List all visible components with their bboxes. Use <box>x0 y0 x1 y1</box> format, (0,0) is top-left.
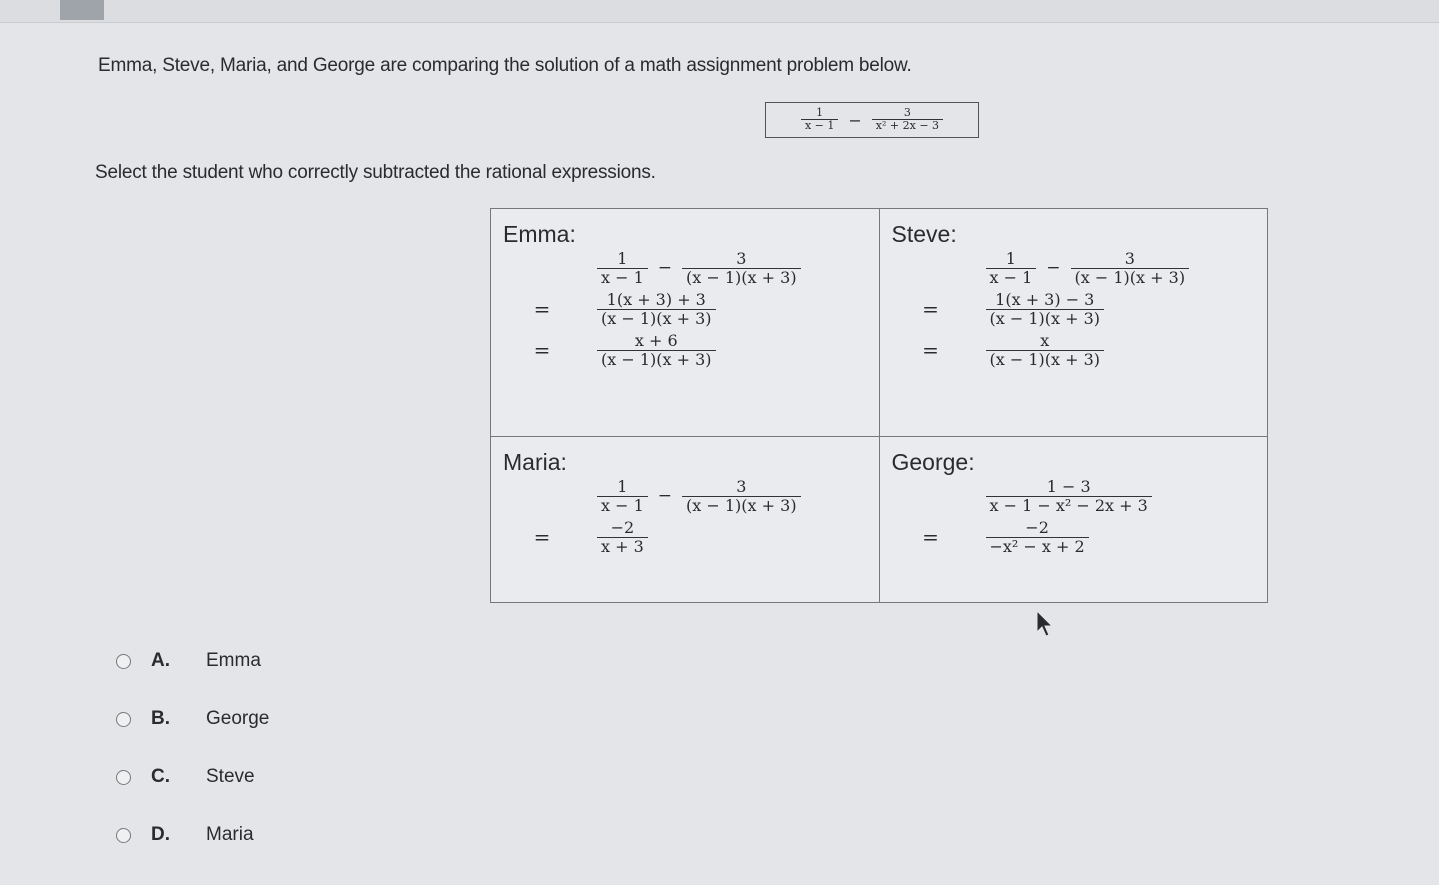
fraction-numerator: 3 <box>903 106 911 120</box>
choice-c[interactable] <box>116 748 269 806</box>
work-step <box>491 332 879 369</box>
minus-operator: − <box>657 486 673 507</box>
equals-sign: = <box>922 525 939 550</box>
fraction-numerator: x <box>1040 330 1050 350</box>
fraction-denominator: (x − 1)(x + 3) <box>597 350 716 369</box>
choice-text: Steve <box>206 766 255 787</box>
choice-a[interactable] <box>116 632 269 690</box>
fraction-denominator: x − 1 <box>801 119 838 133</box>
fraction-denominator: x − 1 <box>986 268 1037 287</box>
choice-letter: A. <box>151 650 170 671</box>
radio-button[interactable] <box>116 828 131 843</box>
fraction-denominator: −x² − x + 2 <box>986 537 1089 556</box>
choice-letter: C. <box>151 766 170 787</box>
work-step <box>880 332 1268 369</box>
work-step <box>491 291 879 328</box>
choice-letter: D. <box>151 824 170 845</box>
fraction-numerator: 3 <box>736 249 747 268</box>
answer-choices <box>116 632 269 864</box>
radio-button[interactable] <box>116 654 131 669</box>
fraction-denominator: x² + 2x − 3 <box>872 119 943 133</box>
instruction-text: Select the student who correctly subtracted the rational expressions. <box>95 162 656 183</box>
choice-b[interactable] <box>116 690 269 748</box>
fraction-denominator: x + 3 <box>597 537 648 556</box>
student-work-table <box>490 208 1268 603</box>
fraction-numerator: 3 <box>736 477 747 496</box>
choice-d[interactable] <box>116 806 269 864</box>
emma-cell <box>491 209 880 437</box>
student-name: George: <box>891 449 975 475</box>
fraction-numerator: 1(x + 3) + 3 <box>606 289 706 309</box>
choice-text: Emma <box>206 650 261 671</box>
fraction-denominator: x − 1 <box>597 268 648 287</box>
problem-expression <box>765 102 979 138</box>
fraction-numerator: −2 <box>610 517 635 537</box>
steve-cell <box>879 209 1268 437</box>
choice-letter: B. <box>151 708 170 729</box>
fraction-numerator: 1 <box>617 477 628 496</box>
fraction-denominator: (x − 1)(x + 3) <box>986 309 1105 328</box>
student-name: Maria: <box>503 449 567 475</box>
radio-button[interactable] <box>116 770 131 785</box>
fraction-numerator: 3 <box>1124 249 1135 268</box>
fraction-denominator: x − 1 − x² − 2x + 3 <box>986 496 1152 515</box>
equals-sign: = <box>533 338 551 363</box>
student-name: Steve: <box>891 221 957 247</box>
work-step <box>880 478 1268 515</box>
top-tab[interactable] <box>60 0 104 20</box>
minus-operator: − <box>848 110 862 130</box>
work-step <box>491 519 879 556</box>
fraction-numerator: 1(x + 3) − 3 <box>995 289 1095 309</box>
fraction-denominator: (x − 1)(x + 3) <box>682 268 801 287</box>
work-step <box>880 291 1268 328</box>
fraction-numerator: x + 6 <box>634 330 678 350</box>
fraction-numerator: 1 − 3 <box>1046 477 1091 496</box>
choice-text: George <box>206 708 270 729</box>
fraction-numerator: −2 <box>1025 517 1049 537</box>
fraction-denominator: (x − 1)(x + 3) <box>597 309 716 328</box>
top-bar <box>0 0 1439 23</box>
maria-cell <box>491 437 880 603</box>
minus-operator: − <box>1046 258 1061 279</box>
fraction-numerator: 1 <box>816 106 824 120</box>
equals-sign: = <box>922 297 939 322</box>
question-prompt: Emma, Steve, Maria, and George are comparing the solution of a math assignment problem below. <box>98 55 912 76</box>
mouse-cursor-icon <box>1036 610 1056 638</box>
fraction-denominator: x − 1 <box>597 496 648 515</box>
problem-left-fraction <box>801 107 838 133</box>
fraction-denominator: (x − 1)(x + 3) <box>1071 268 1190 287</box>
fraction-denominator: (x − 1)(x + 3) <box>986 350 1105 369</box>
fraction-numerator: 1 <box>617 249 628 268</box>
george-cell <box>879 437 1268 603</box>
radio-button[interactable] <box>116 712 131 727</box>
work-step <box>491 250 879 287</box>
problem-right-fraction <box>872 107 943 133</box>
minus-operator: − <box>657 258 673 279</box>
equals-sign: = <box>533 525 551 550</box>
work-step <box>491 478 879 515</box>
work-step <box>880 519 1268 556</box>
choice-text: Maria <box>206 824 254 845</box>
student-name: Emma: <box>503 221 576 247</box>
equals-sign: = <box>922 338 939 363</box>
work-step <box>880 250 1268 287</box>
fraction-numerator: 1 <box>1005 249 1016 268</box>
equals-sign: = <box>533 297 551 322</box>
fraction-denominator: (x − 1)(x + 3) <box>682 496 801 515</box>
